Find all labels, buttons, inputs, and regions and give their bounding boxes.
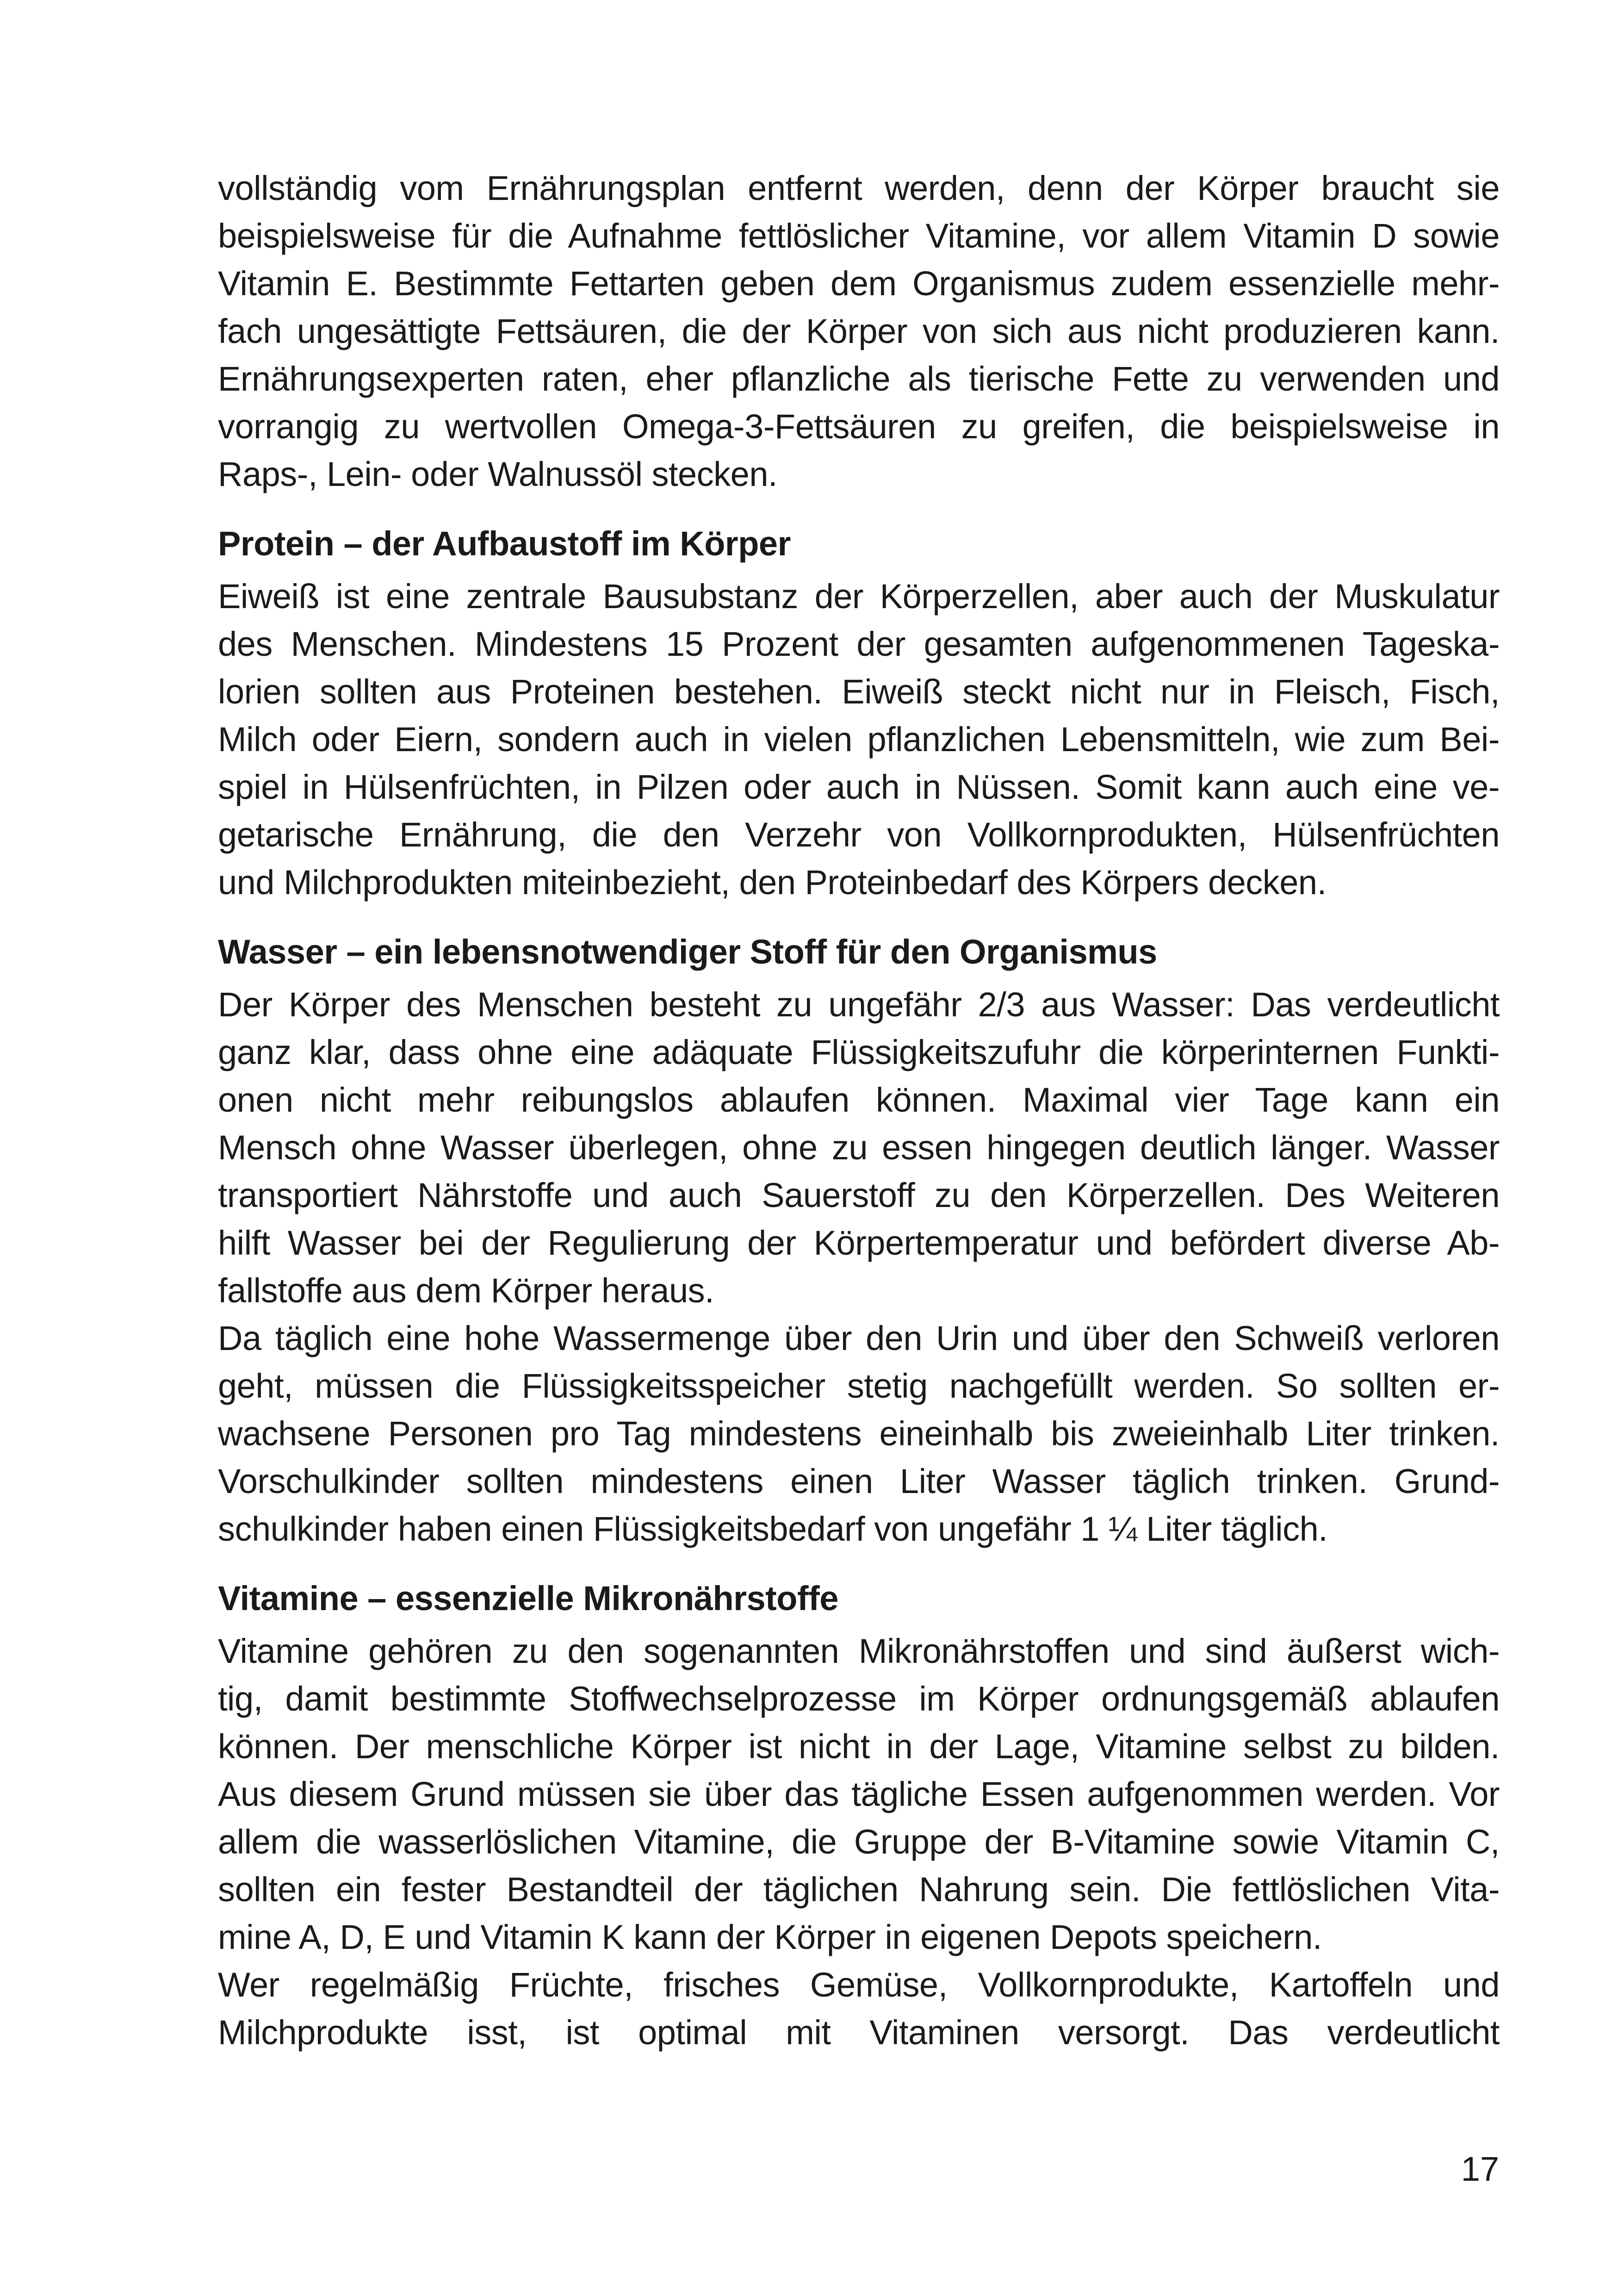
text-line: können. Der menschliche Körper ist nicht in der Lage, Vitamine selbst zu bilden.	[218, 1727, 1500, 1766]
text-line: geht, müssen die Flüssigkeitsspeicher stetig nachgefüllt werden. So sollten er-	[218, 1367, 1500, 1405]
text-line: Raps-, Lein- oder Walnussöl stecken.	[218, 455, 778, 493]
text-line: fallstoffe aus dem Körper heraus.	[218, 1271, 714, 1310]
text-line: onen nicht mehr reibungslos ablaufen können. Maximal vier Tage kann ein	[218, 1081, 1500, 1119]
text-line: mine A, D, E und Vitamin K kann der Körper in eigenen Depots speichern.	[218, 1918, 1322, 1956]
section-wasser	[218, 928, 1500, 1553]
text-line: transportiert Nährstoffe und auch Sauerstoff zu den Körperzellen. Des Weiteren	[218, 1176, 1500, 1214]
section-heading: Wasser – ein lebensnotwendiger Stoff für den Organismus	[218, 933, 1157, 971]
text-line: des Menschen. Mindestens 15 Prozent der gesamten aufgenommenen Tageska-	[218, 625, 1500, 663]
text-line: fach ungesättigte Fettsäuren, die der Körper von sich aus nicht produzieren kann.	[218, 312, 1500, 350]
text-line: Da täglich eine hohe Wassermenge über den Urin und über den Schweiß verloren	[218, 1319, 1500, 1357]
text-line: Ernährungsexperten raten, eher pflanzliche als tierische Fette zu verwenden und	[218, 360, 1500, 398]
text-line: Vitamine gehören zu den sogenannten Mikronährstoffen und sind äußerst wich-	[218, 1632, 1500, 1670]
text-line: Vorschulkinder sollten mindestens einen Liter Wasser täglich trinken. Grund-	[218, 1462, 1500, 1500]
text-line: hilft Wasser bei der Regulierung der Körpertemperatur und befördert diverse Ab-	[218, 1224, 1500, 1262]
text-line: getarische Ernährung, die den Verzehr von Vollkornprodukten, Hülsenfrüchten	[218, 815, 1500, 854]
body-text	[218, 164, 1500, 2056]
text-line: lorien sollten aus Proteinen bestehen. Eiweiß steckt nicht nur in Fleisch, Fisch,	[218, 672, 1500, 711]
text-line: wachsene Personen pro Tag mindestens eineinhalb bis zweieinhalb Liter trinken.	[218, 1414, 1500, 1453]
text-line: spiel in Hülsenfrüchten, in Pilzen oder auch in Nüssen. Somit kann auch eine ve-	[218, 768, 1500, 806]
text-line: Wer regelmäßig Früchte, frisches Gemüse, Vollkornprodukte, Kartoffeln und	[218, 1966, 1500, 2004]
text-line: und Milchprodukten miteinbezieht, den Proteinbedarf des Körpers decken.	[218, 863, 1327, 902]
text-line: ganz klar, dass ohne eine adäquate Flüssigkeitszufuhr die körperinternen Funkti-	[218, 1033, 1500, 1071]
text-line: beispielsweise für die Aufnahme fettlöslicher Vitamine, vor allem Vitamin D sowie	[218, 217, 1500, 255]
text-line: vollständig vom Ernährungsplan entfernt werden, denn der Körper braucht sie	[218, 169, 1500, 207]
text-line: Vitamin E. Bestimmte Fettarten geben dem Organismus zudem essenzielle mehr-	[218, 264, 1500, 303]
text-line: tig, damit bestimmte Stoffwechselprozesse im Körper ordnungsgemäß ablaufen	[218, 1680, 1500, 1718]
text-line: Der Körper des Menschen besteht zu ungefähr 2/3 aus Wasser: Das verdeutlicht	[218, 985, 1500, 1024]
section-protein	[218, 520, 1500, 906]
text-line: Eiweiß ist eine zentrale Bausubstanz der Körperzellen, aber auch der Muskulatur	[218, 577, 1500, 616]
section-vitamine	[218, 1574, 1500, 2056]
intro-paragraph	[218, 164, 1500, 498]
text-line: schulkinder haben einen Flüssigkeitsbedarf von ungefähr 1 ¼ Liter täglich.	[218, 1510, 1328, 1548]
text-line: Aus diesem Grund müssen sie über das tägliche Essen aufgenommen werden. Vor	[218, 1775, 1500, 1813]
text-line: vorrangig zu wertvollen Omega-3-Fettsäuren zu greifen, die beispielsweise in	[218, 407, 1500, 446]
text-line: allem die wasserlöslichen Vitamine, die Gruppe der B-Vitamine sowie Vitamin C,	[218, 1823, 1500, 1861]
section-heading: Protein – der Aufbaustoff im Körper	[218, 524, 791, 563]
text-line: Milch oder Eiern, sondern auch in vielen pflanzlichen Lebensmitteln, wie zum Bei-	[218, 720, 1500, 759]
text-line: Mensch ohne Wasser überlegen, ohne zu essen hingegen deutlich länger. Wasser	[218, 1128, 1500, 1167]
page-number: 17	[1461, 2150, 1499, 2188]
text-line: sollten ein fester Bestandteil der täglichen Nahrung sein. Die fettlöslichen Vita-	[218, 1870, 1500, 1909]
text-line: Milchprodukte isst, ist optimal mit Vitaminen versorgt. Das verdeutlicht	[218, 2013, 1500, 2052]
section-heading: Vitamine – essenzielle Mikronährstoffe	[218, 1579, 838, 1618]
